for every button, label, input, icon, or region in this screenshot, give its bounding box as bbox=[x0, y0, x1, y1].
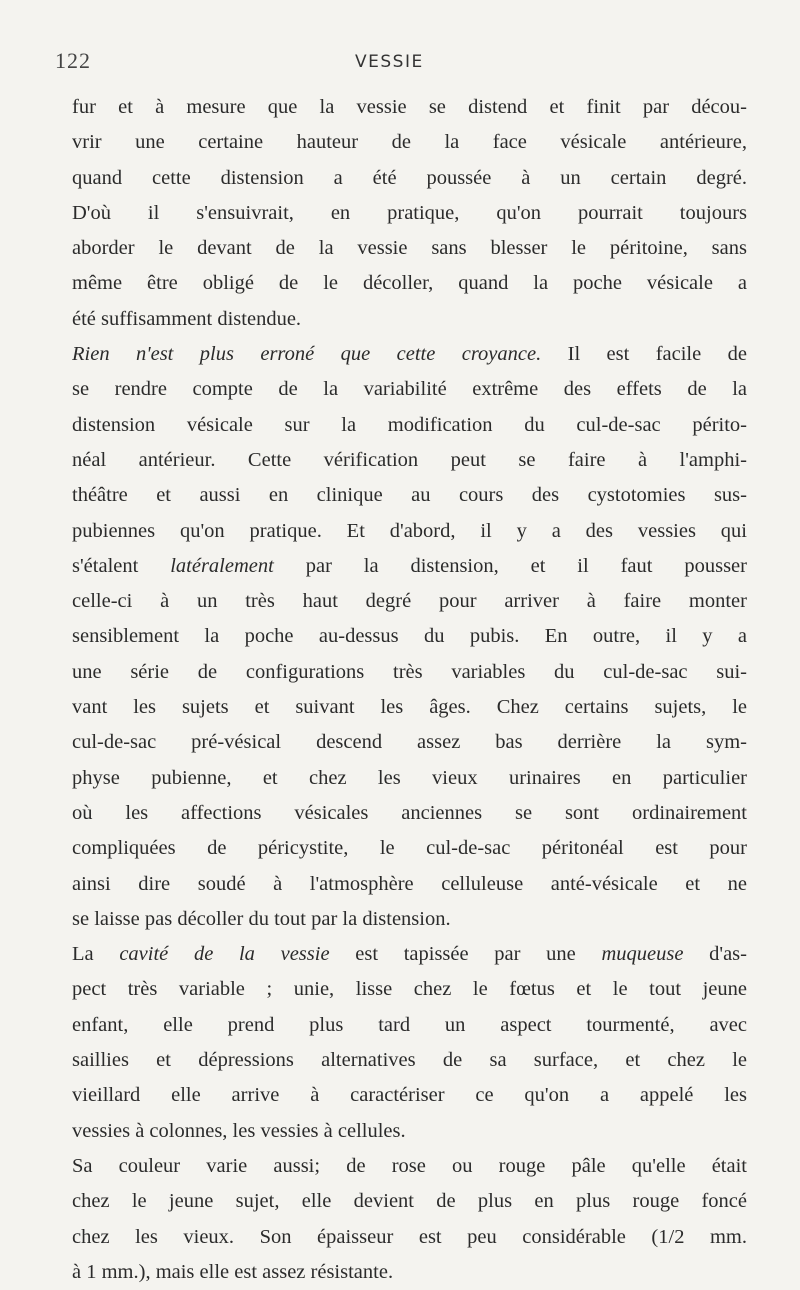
text-line bbox=[72, 584, 747, 619]
text-line bbox=[72, 231, 747, 266]
text-run: par la distension, et il faut pousser bbox=[273, 554, 747, 577]
text-run: est tapissée par une bbox=[329, 943, 602, 966]
text-line bbox=[72, 761, 747, 796]
text-run: néal antérieur. Cette vérification peut se faire à l'amphi- bbox=[72, 448, 747, 471]
text-line bbox=[72, 443, 747, 478]
text-line bbox=[72, 1184, 747, 1219]
running-title: VESSIE bbox=[355, 52, 424, 72]
italic-phrase: Rien n'est plus erroné que cette croyance. bbox=[72, 343, 542, 366]
text-run: cul-de-sac pré-vésical descend assez bas derrière la sym- bbox=[72, 731, 747, 754]
text-run: chez les vieux. Son épaisseur est peu considérable (1/2 mm. bbox=[72, 1225, 747, 1248]
text-run: théâtre et aussi en clinique au cours des cystotomies sus- bbox=[72, 484, 747, 507]
text-run: celle-ci à un très haut degré pour arriver à faire monter bbox=[72, 590, 747, 613]
text-line bbox=[72, 478, 747, 513]
text-run: vant les sujets et suivant les âges. Chez certains sujets, le bbox=[72, 696, 747, 719]
text-run: Sa couleur varie aussi; de rose ou rouge pâle qu'elle était bbox=[72, 1154, 747, 1177]
text-run: compliquées de péricystite, le cul-de-sac péritonéal est pour bbox=[72, 837, 747, 860]
text-run: quand cette distension a été poussée à un certain degré. bbox=[72, 166, 747, 189]
text-line bbox=[72, 302, 747, 337]
text-run: D'où il s'ensuivrait, en pratique, qu'on pourrait toujours bbox=[72, 201, 747, 224]
text-run: une série de configurations très variables du cul-de-sac sui- bbox=[72, 660, 747, 683]
text-run: se rendre compte de la variabilité extrême des effets de la bbox=[72, 378, 747, 401]
text-run: saillies et dépressions alternatives de sa surface, et chez le bbox=[72, 1049, 747, 1072]
text-line bbox=[72, 196, 747, 231]
text-run: distension vésicale sur la modification du cul-de-sac périto- bbox=[72, 413, 747, 436]
text-run: Il est facile de bbox=[541, 343, 747, 366]
text-line bbox=[72, 690, 747, 725]
text-run: vieillard elle arrive à caractériser ce qu'on a appelé les bbox=[72, 1084, 747, 1107]
text-line bbox=[72, 725, 747, 760]
text-line bbox=[72, 1008, 747, 1043]
text-line bbox=[72, 161, 747, 196]
text-line bbox=[72, 937, 747, 972]
text-run: été suffisamment distendue. bbox=[72, 307, 302, 330]
text-run: fur et à mesure que la vessie se distend et finit par décou- bbox=[72, 96, 747, 118]
text-line bbox=[72, 90, 747, 125]
text-run: physe pubienne, et chez les vieux urinaires en particulier bbox=[72, 766, 747, 789]
text-run: d'as- bbox=[683, 943, 747, 966]
text-line bbox=[72, 796, 747, 831]
text-line bbox=[72, 372, 747, 407]
text-run: se laisse pas décoller du tout par la distension. bbox=[72, 907, 451, 930]
text-run: ainsi dire soudé à l'atmosphère celluleuse anté-vésicale et ne bbox=[72, 872, 747, 895]
text-run: vrir une certaine hauteur de la face vésicale antérieure, bbox=[72, 131, 747, 154]
text-line bbox=[72, 408, 747, 443]
text-run: pect très variable ; unie, lisse chez le fœtus et le tout jeune bbox=[72, 978, 747, 1001]
text-line bbox=[72, 337, 747, 372]
text-run: à 1 mm.), mais elle est assez résistante. bbox=[72, 1260, 394, 1283]
italic-phrase: latéralement bbox=[170, 554, 274, 577]
text-line bbox=[72, 902, 747, 937]
text-line bbox=[72, 549, 747, 584]
body-text bbox=[72, 90, 747, 1290]
text-run: enfant, elle prend plus tard un aspect tourmenté, avec bbox=[72, 1013, 747, 1036]
page-number: 122 bbox=[55, 48, 91, 73]
text-line bbox=[72, 1220, 747, 1255]
text-run: vessies à colonnes, les vessies à cellules. bbox=[72, 1119, 406, 1142]
text-line bbox=[72, 1043, 747, 1078]
italic-phrase: cavité de la vessie bbox=[119, 943, 330, 966]
text-line bbox=[72, 125, 747, 160]
text-line bbox=[72, 514, 747, 549]
page-header bbox=[55, 48, 745, 78]
text-line bbox=[72, 1078, 747, 1113]
text-line bbox=[72, 867, 747, 902]
text-line bbox=[72, 1255, 747, 1290]
text-run: sensiblement la poche au-dessus du pubis. En outre, il y a bbox=[72, 625, 747, 648]
text-line bbox=[72, 266, 747, 301]
text-run: La bbox=[72, 943, 120, 966]
text-run: chez le jeune sujet, elle devient de plus en plus rouge foncé bbox=[72, 1190, 747, 1213]
text-line bbox=[72, 972, 747, 1007]
text-line bbox=[72, 831, 747, 866]
text-run: s'étalent bbox=[72, 554, 171, 577]
text-run: pubiennes qu'on pratique. Et d'abord, il y a des vessies qui bbox=[72, 519, 747, 542]
text-line bbox=[72, 619, 747, 654]
text-line bbox=[72, 655, 747, 690]
italic-phrase: muqueuse bbox=[601, 943, 684, 966]
text-line bbox=[72, 1114, 747, 1149]
text-run: même être obligé de le décoller, quand la poche vésicale a bbox=[72, 272, 747, 295]
text-run: où les affections vésicales anciennes se sont ordinairement bbox=[72, 801, 747, 824]
text-run: aborder le devant de la vessie sans blesser le péritoine, sans bbox=[72, 237, 747, 260]
text-line bbox=[72, 1149, 747, 1184]
